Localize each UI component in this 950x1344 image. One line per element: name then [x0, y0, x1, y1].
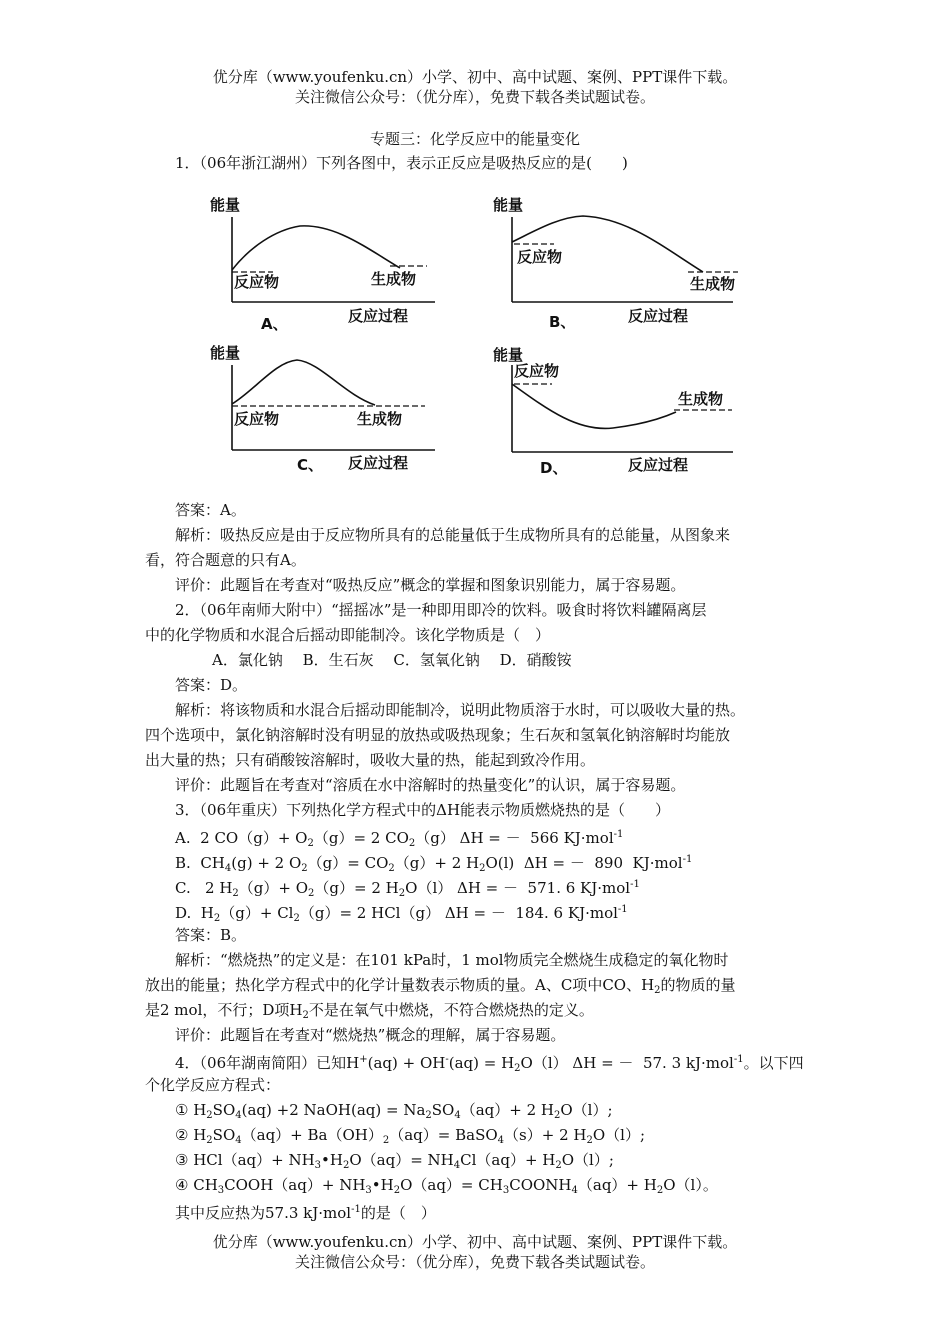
q4-stem-1: 4．（06年湖南简阳）已知$H^+(aq) + OH^-(aq) = H_2O(l) \Delta H$ = － 57. 3 kJ·mol$^{-1}$。以下四: [175, 1054, 804, 1074]
q3-analysis-2-tail: 的物质的量: [660, 976, 736, 994]
graph-d: [488, 340, 748, 480]
graph-c-option: C、: [297, 456, 324, 474]
header-line-2: 关注微信公众号：（优分库），免费下载各类试题试卷。: [294, 88, 655, 106]
q2-analysis-2: 四个选项中，氯化钠溶解时没有明显的放热或吸热现象；生石灰和氢氧化钠溶解时均能放: [145, 726, 731, 744]
q4-reaction-2: ② $H_2SO_4(aq)+ Ba(OH)_2(aq)=$ BaSO$_4$（s）+ 2 $H_2O(l)$;: [175, 1126, 645, 1146]
q3-analysis-3-text: 是2 mol，不行；D项H: [145, 1001, 303, 1019]
q3-analysis-2: 放出的能量；热化学方程式中的化学计量数表示物质的量。A、C项中CO、$H_2$的物质的量: [145, 976, 736, 996]
graph-a-x-label: 反应过程: [348, 307, 409, 325]
q1-analysis-1: 解析：吸热反应是由于反应物所具有的总能量低于生成物所具有的总能量，从图象来: [175, 526, 731, 544]
q1-stem: 1．（06年浙江湖州）下列各图中，表示正反应是吸热反应的是( ): [175, 154, 628, 172]
q3-analysis-3-tail: 不是在氧气中燃烧，不符合燃烧热的定义。: [308, 1001, 594, 1019]
graph-c-product: 生成物: [357, 410, 403, 428]
graph-d-reactant: 反应物: [514, 362, 560, 380]
graph-d-option: D、: [540, 459, 568, 477]
graph-b-y-label: 能量: [493, 196, 524, 214]
graph-a-reactant: 反应物: [234, 273, 280, 291]
q2-analysis-1: 解析：将该物质和水混合后摇动即能制冷，说明此物质溶于水时，可以吸收大量的热。: [175, 701, 746, 719]
q3-option-d: D. $H_2(g)+ Cl_2(g)= 2$ HCl（g） ΔH = － 184. 6 KJ·mol$^{-1}$: [175, 904, 628, 924]
q1-answer: 答案：A。: [175, 501, 246, 519]
graph-b-x-label: 反应过程: [628, 307, 689, 325]
q4-ask: 其中反应热为57.3 kJ·mol$^{-1}$的是（ ）: [175, 1204, 436, 1222]
q3-answer: 答案：B。: [175, 926, 247, 944]
graph-d-x-label: 反应过程: [628, 456, 689, 474]
q3-option-a: A. 2 $CO(g)+ O_2(g)= 2$ $CO_2(g) \Delta H$ = － 566 KJ·mol$^{-1}$: [175, 829, 624, 849]
graph-b-option: B、: [549, 313, 576, 331]
q3-analysis-3: 是2 mol，不行；D项$H_2$不是在氧气中燃烧，不符合燃烧热的定义。: [145, 1001, 594, 1021]
q3-stem: 3．（06年重庆）下列热化学方程式中的ΔH能表示物质燃烧热的是（ ）: [175, 801, 671, 819]
q1-comment: 评价：此题旨在考查对“吸热反应”概念的掌握和图象识别能力，属于容易题。: [175, 576, 686, 594]
page-title: 专题三：化学反应中的能量变化: [369, 130, 580, 148]
q2-answer: 答案：D。: [175, 676, 248, 694]
q2-options: A．氯化钠 B．生石灰 C．氢氧化钠 D．硝酸铵: [212, 651, 572, 669]
graph-b: [488, 192, 748, 337]
graph-c: [205, 340, 445, 480]
footer-line-1: 优分库（www.youfenku.cn）小学、初中、高中试题、案例、PPT课件下载。: [212, 1233, 738, 1251]
graph-c-y-label: 能量: [210, 344, 241, 362]
graph-a-option: A、: [261, 315, 288, 333]
header-line-1: 优分库（www.youfenku.cn）小学、初中、高中试题、案例、PPT课件下载。: [212, 68, 738, 86]
q4-ask-text: 其中反应热为57.3 kJ·mol: [175, 1204, 352, 1222]
q3-analysis-1: 解析：“燃烧热”的定义是：在101 kPa时，1 mol物质完全燃烧生成稳定的氧化物时: [175, 951, 729, 969]
graph-a-product: 生成物: [371, 270, 417, 288]
q4-ask-tail: 的是（ ）: [360, 1204, 436, 1222]
graph-c-x-label: 反应过程: [348, 454, 409, 472]
graph-d-y-label: 能量: [493, 346, 524, 364]
graph-d-product: 生成物: [678, 390, 724, 408]
q3-option-c: C. 2 $H_2(g)+ O_2(g)= 2$ $H_2O(l) \Delta H$ = － 571. 6 KJ·mol$^{-1}$: [175, 879, 640, 899]
q1-analysis-2: 看，符合题意的只有A。: [145, 551, 306, 569]
graph-a: [205, 192, 445, 337]
footer-line-2: 关注微信公众号：（优分库），免费下载各类试题试卷。: [294, 1253, 655, 1271]
graph-b-product: 生成物: [690, 275, 736, 293]
q3-analysis-2-text: 放出的能量；热化学方程式中的化学计量数表示物质的量。A、C项中CO、H: [145, 976, 655, 994]
q3-option-b: B. $CH_4(g) + 2$ $O_2(g)= CO_2(g)+ 2$ $H_2O(l) \Delta H$ = － 890 KJ·mol$^{-1}$: [175, 854, 693, 874]
q2-comment: 评价：此题旨在考查对“溶质在水中溶解时的热量变化”的认识，属于容易题。: [175, 776, 686, 794]
q3-comment: 评价：此题旨在考查对“燃烧热”概念的理解，属于容易题。: [175, 1026, 566, 1044]
graph-c-reactant: 反应物: [234, 410, 280, 428]
q4-reaction-1: ① $H_2SO_4(aq) +2$ NaOH(aq) = $Na_2SO_4(aq)+ 2$ $H_2O(l)$;: [175, 1101, 613, 1121]
q4-reaction-4: ④ $CH_3COOH(aq)+$ $NH_3•H_2O(aq)=$ $CH_3COONH_4(aq)+ H_2O(l)$。: [175, 1176, 718, 1196]
graph-a-y-label: 能量: [210, 196, 241, 214]
graph-b-reactant: 反应物: [517, 248, 563, 266]
q4-reaction-3: ③ $HCl(aq)+ NH_3•H_2O(aq)= NH_4Cl(aq)+ H_2O(l)$;: [175, 1151, 614, 1171]
q2-stem-2: 中的化学物质和水混合后摇动即能制冷。该化学物质是（ ）: [145, 626, 551, 644]
q2-analysis-3: 出大量的热；只有硝酸铵溶解时，吸收大量的热，能起到致冷作用。: [145, 751, 596, 769]
q4-stem-2: 个化学反应方程式：: [145, 1076, 281, 1094]
q2-stem-1: 2．（06年南师大附中）“摇摇冰”是一种即用即冷的饮料。吸食时将饮料罐隔离层: [175, 601, 707, 619]
